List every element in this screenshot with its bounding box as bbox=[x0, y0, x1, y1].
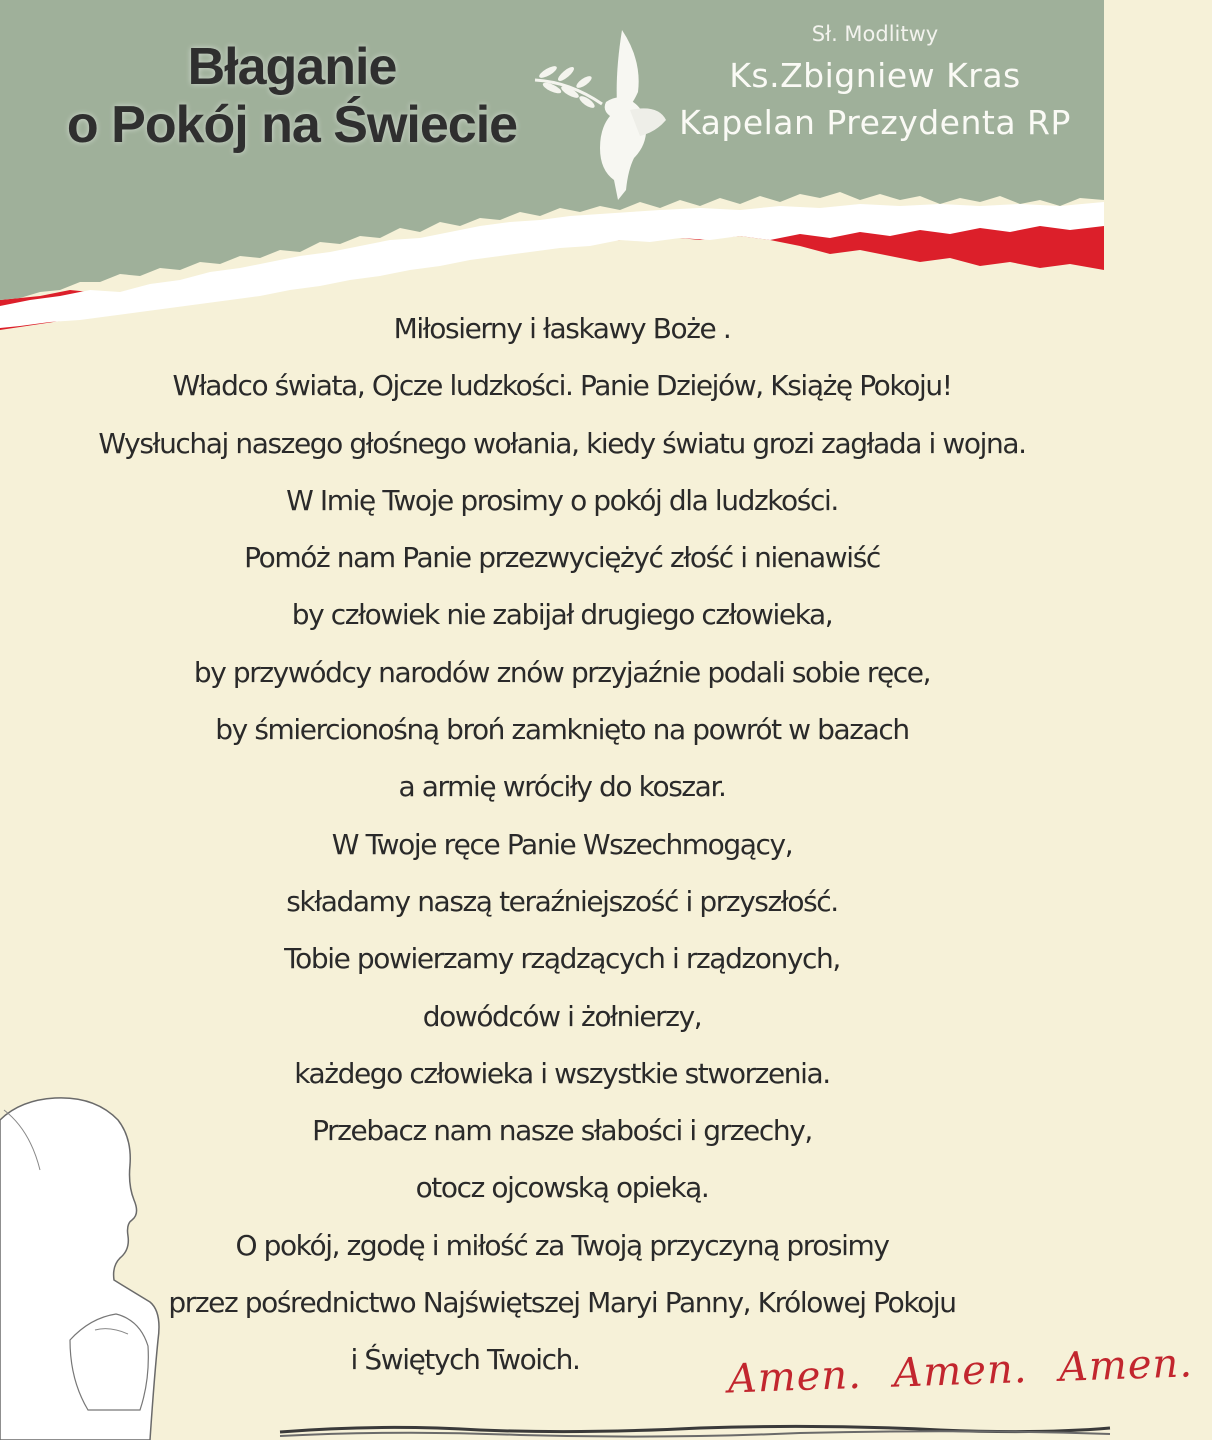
prayer-line: W Imię Twoje prosimy o pokój dla ludzkości. bbox=[286, 483, 838, 517]
bottom-torn-edge bbox=[280, 1420, 1110, 1440]
prayer-line: i Świętych Twoich. bbox=[350, 1343, 580, 1377]
amen-word: Amen. bbox=[1058, 1340, 1194, 1391]
prayer-line: Pomóż nam Panie przezwyciężyć złość i nienawiść bbox=[244, 541, 880, 575]
prayer-text bbox=[40, 303, 1084, 1392]
prayer-line: W Twoje ręce Panie Wszechmogący, bbox=[331, 827, 793, 861]
amen-word: Amen. bbox=[892, 1346, 1029, 1397]
prayer-line: otocz ojcowską opieką. bbox=[415, 1171, 709, 1205]
amen-signature bbox=[727, 1340, 1194, 1417]
prayer-line: a armię wróciły do koszar. bbox=[398, 770, 726, 804]
prayer-line: Miłosierny i łaskawy Boże . bbox=[393, 312, 731, 345]
dove-with-olive-branch-icon bbox=[530, 20, 670, 205]
author-role: Kapelan Prezydenta RP bbox=[679, 103, 1071, 142]
prayer-line: Wysłuchaj naszego głośnego wołania, kiedy światu grozi zagłada i wojna. bbox=[98, 426, 1026, 460]
prayer-line: Tobie powierzamy rządzących i rządzonych, bbox=[284, 942, 840, 976]
author-name: Ks.Zbigniew Kras bbox=[729, 56, 1021, 95]
prayer-line: O pokój, zgodę i miłość za Twoją przyczyną prosimy bbox=[235, 1228, 889, 1262]
prayer-line: każdego człowieka i wszystkie stworzenia. bbox=[294, 1056, 830, 1090]
praying-man-silhouette bbox=[0, 1090, 175, 1440]
credits bbox=[660, 22, 1090, 142]
prayer-line: składamy naszą teraźniejszość i przyszłość. bbox=[286, 884, 838, 918]
title-line-1: Błaganie bbox=[187, 38, 397, 96]
prayer-line: by śmiercionośną broń zamknięto na powrót w bazach bbox=[215, 713, 909, 747]
amen-word: Amen. bbox=[727, 1351, 863, 1403]
prayer-line: przez pośrednictwo Najświętszej Maryi Panny, Królowej Pokoju bbox=[168, 1286, 956, 1320]
prayer-line: Przebacz nam nasze słabości i grzechy, bbox=[312, 1114, 812, 1148]
page-title bbox=[32, 38, 552, 154]
credit-label: Sł. Modlitwy bbox=[811, 22, 939, 46]
prayer-line: by człowiek nie zabijał drugiego człowieka, bbox=[291, 598, 833, 632]
prayer-line: by przywódcy narodów znów przyjaźnie podali sobie ręce, bbox=[193, 655, 931, 689]
title-line-2: o Pokój na Świecie bbox=[66, 96, 518, 155]
prayer-line: dowódców i żołnierzy, bbox=[422, 999, 702, 1033]
prayer-line: Władco świata, Ojcze ludzkości. Panie Dziejów, Książę Pokoju! bbox=[172, 369, 952, 403]
